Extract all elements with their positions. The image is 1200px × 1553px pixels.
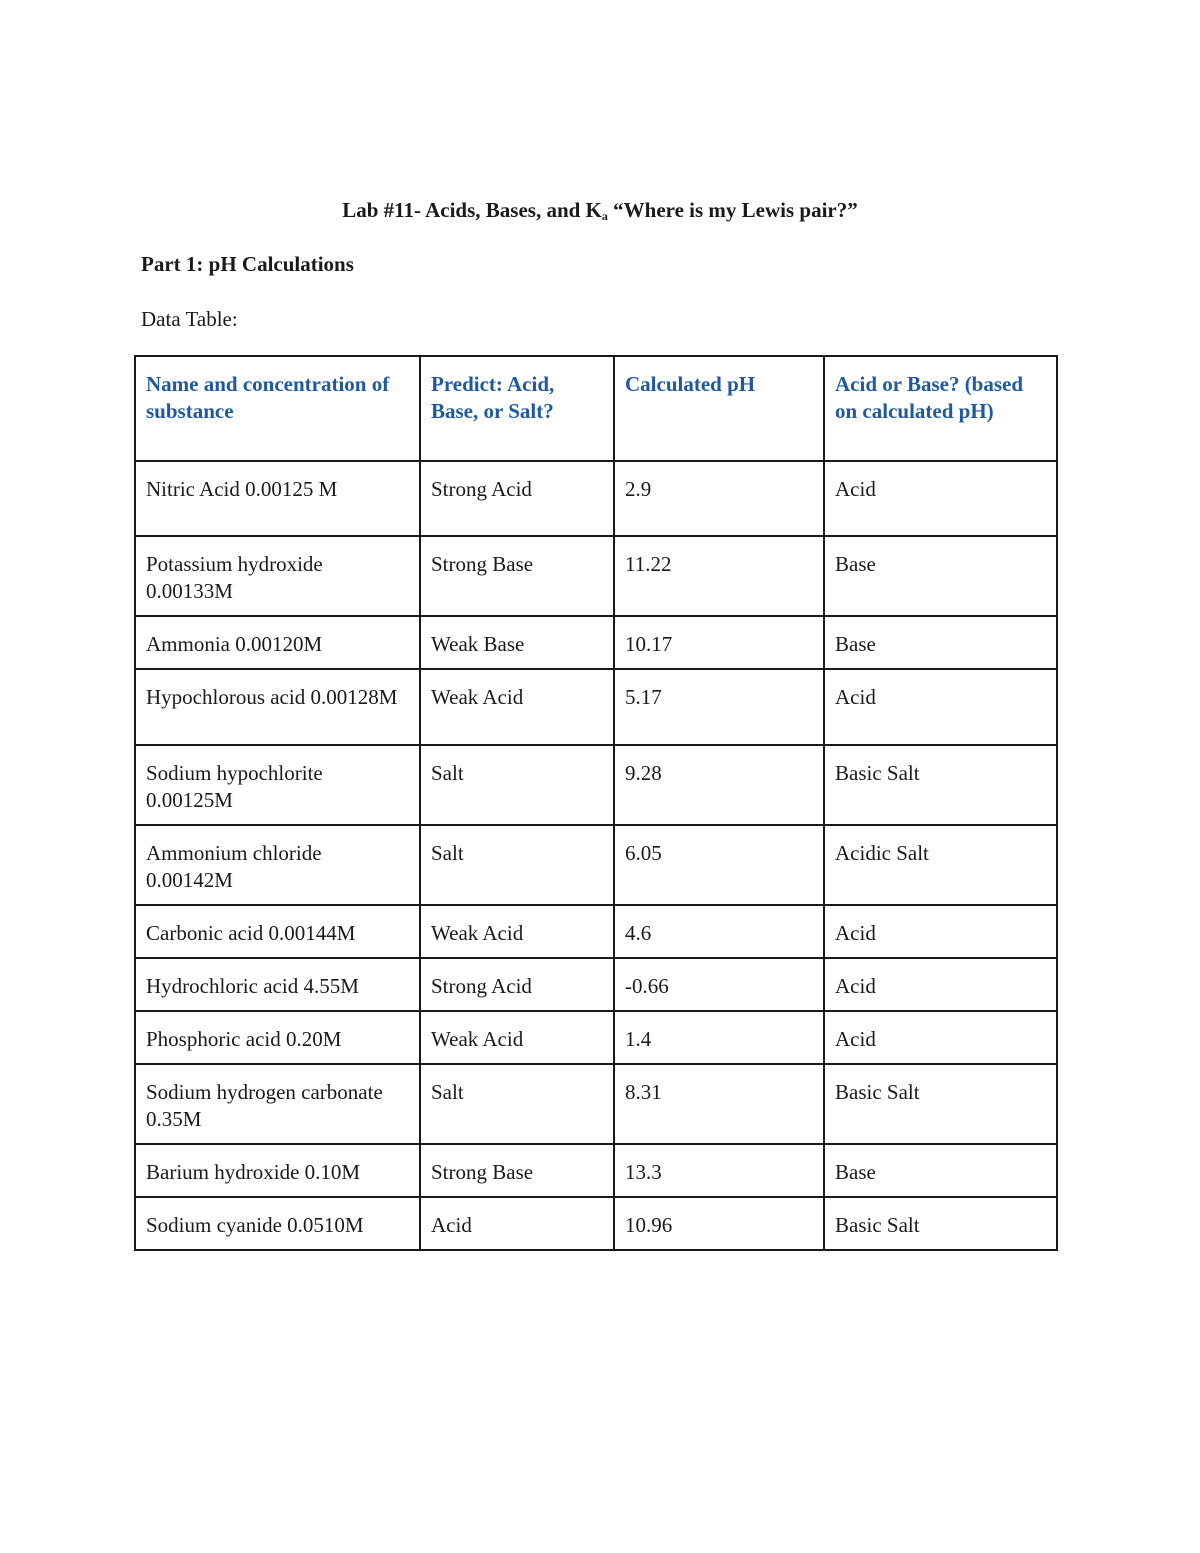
cell-predict: Weak Acid <box>420 669 614 745</box>
cell-predict: Weak Base <box>420 616 614 669</box>
header-cell-predict: Predict: Acid, Base, or Salt? <box>420 356 614 461</box>
cell-predict: Strong Base <box>420 536 614 616</box>
table-header-row <box>135 356 1057 461</box>
cell-name: Ammonium chloride 0.00142M <box>135 825 420 905</box>
document-title <box>0 196 1200 224</box>
cell-result: Acid <box>824 669 1057 745</box>
table-row <box>135 1011 1057 1064</box>
cell-name: Phosphoric acid 0.20M <box>135 1011 420 1064</box>
cell-result: Base <box>824 1144 1057 1197</box>
cell-result: Base <box>824 536 1057 616</box>
cell-name: Barium hydroxide 0.10M <box>135 1144 420 1197</box>
cell-ph: 2.9 <box>614 461 824 536</box>
table-row <box>135 745 1057 825</box>
table-row <box>135 1064 1057 1144</box>
cell-ph: 5.17 <box>614 669 824 745</box>
cell-ph: 1.4 <box>614 1011 824 1064</box>
cell-ph: 9.28 <box>614 745 824 825</box>
cell-predict: Strong Acid <box>420 958 614 1011</box>
cell-ph: 13.3 <box>614 1144 824 1197</box>
table-row <box>135 1144 1057 1197</box>
cell-predict: Strong Acid <box>420 461 614 536</box>
cell-name: Hydrochloric acid 4.55M <box>135 958 420 1011</box>
header-cell-ph: Calculated pH <box>614 356 824 461</box>
cell-ph: 10.96 <box>614 1197 824 1250</box>
header-cell-name: Name and concentration of substance <box>135 356 420 461</box>
cell-result: Acid <box>824 958 1057 1011</box>
data-table <box>134 355 1058 1251</box>
cell-name: Sodium hypochlorite 0.00125M <box>135 745 420 825</box>
table-row <box>135 669 1057 745</box>
cell-result: Base <box>824 616 1057 669</box>
cell-name: Hypochlorous acid 0.00128M <box>135 669 420 745</box>
part-heading: Part 1: pH Calculations <box>141 252 354 276</box>
cell-predict: Weak Acid <box>420 1011 614 1064</box>
title-subscript: a <box>601 209 608 223</box>
cell-predict: Salt <box>420 1064 614 1144</box>
cell-predict: Strong Base <box>420 1144 614 1197</box>
title-main: Lab #11- Acids, Bases, and K <box>342 198 602 222</box>
cell-result: Acid <box>824 905 1057 958</box>
cell-predict: Salt <box>420 745 614 825</box>
cell-result: Basic Salt <box>824 1064 1057 1144</box>
cell-predict: Weak Acid <box>420 905 614 958</box>
cell-ph: 11.22 <box>614 536 824 616</box>
cell-result: Acidic Salt <box>824 825 1057 905</box>
cell-result: Basic Salt <box>824 745 1057 825</box>
table-row <box>135 461 1057 536</box>
cell-result: Acid <box>824 461 1057 536</box>
cell-ph: 6.05 <box>614 825 824 905</box>
cell-ph: 8.31 <box>614 1064 824 1144</box>
cell-ph: 10.17 <box>614 616 824 669</box>
table-row <box>135 616 1057 669</box>
header-cell-result: Acid or Base? (based on calculated pH) <box>824 356 1057 461</box>
table-label: Data Table: <box>141 307 238 331</box>
table-row <box>135 1197 1057 1250</box>
cell-result: Acid <box>824 1011 1057 1064</box>
cell-ph: -0.66 <box>614 958 824 1011</box>
cell-name: Sodium cyanide 0.0510M <box>135 1197 420 1250</box>
cell-result: Basic Salt <box>824 1197 1057 1250</box>
cell-name: Ammonia 0.00120M <box>135 616 420 669</box>
table-row <box>135 958 1057 1011</box>
cell-name: Carbonic acid 0.00144M <box>135 905 420 958</box>
cell-predict: Acid <box>420 1197 614 1250</box>
table-row <box>135 905 1057 958</box>
cell-predict: Salt <box>420 825 614 905</box>
cell-name: Potassium hydroxide 0.00133M <box>135 536 420 616</box>
cell-name: Sodium hydrogen carbonate 0.35M <box>135 1064 420 1144</box>
table-row <box>135 536 1057 616</box>
table-row <box>135 825 1057 905</box>
cell-ph: 4.6 <box>614 905 824 958</box>
title-tail: “Where is my Lewis pair?” <box>607 198 858 222</box>
cell-name: Nitric Acid 0.00125 M <box>135 461 420 536</box>
